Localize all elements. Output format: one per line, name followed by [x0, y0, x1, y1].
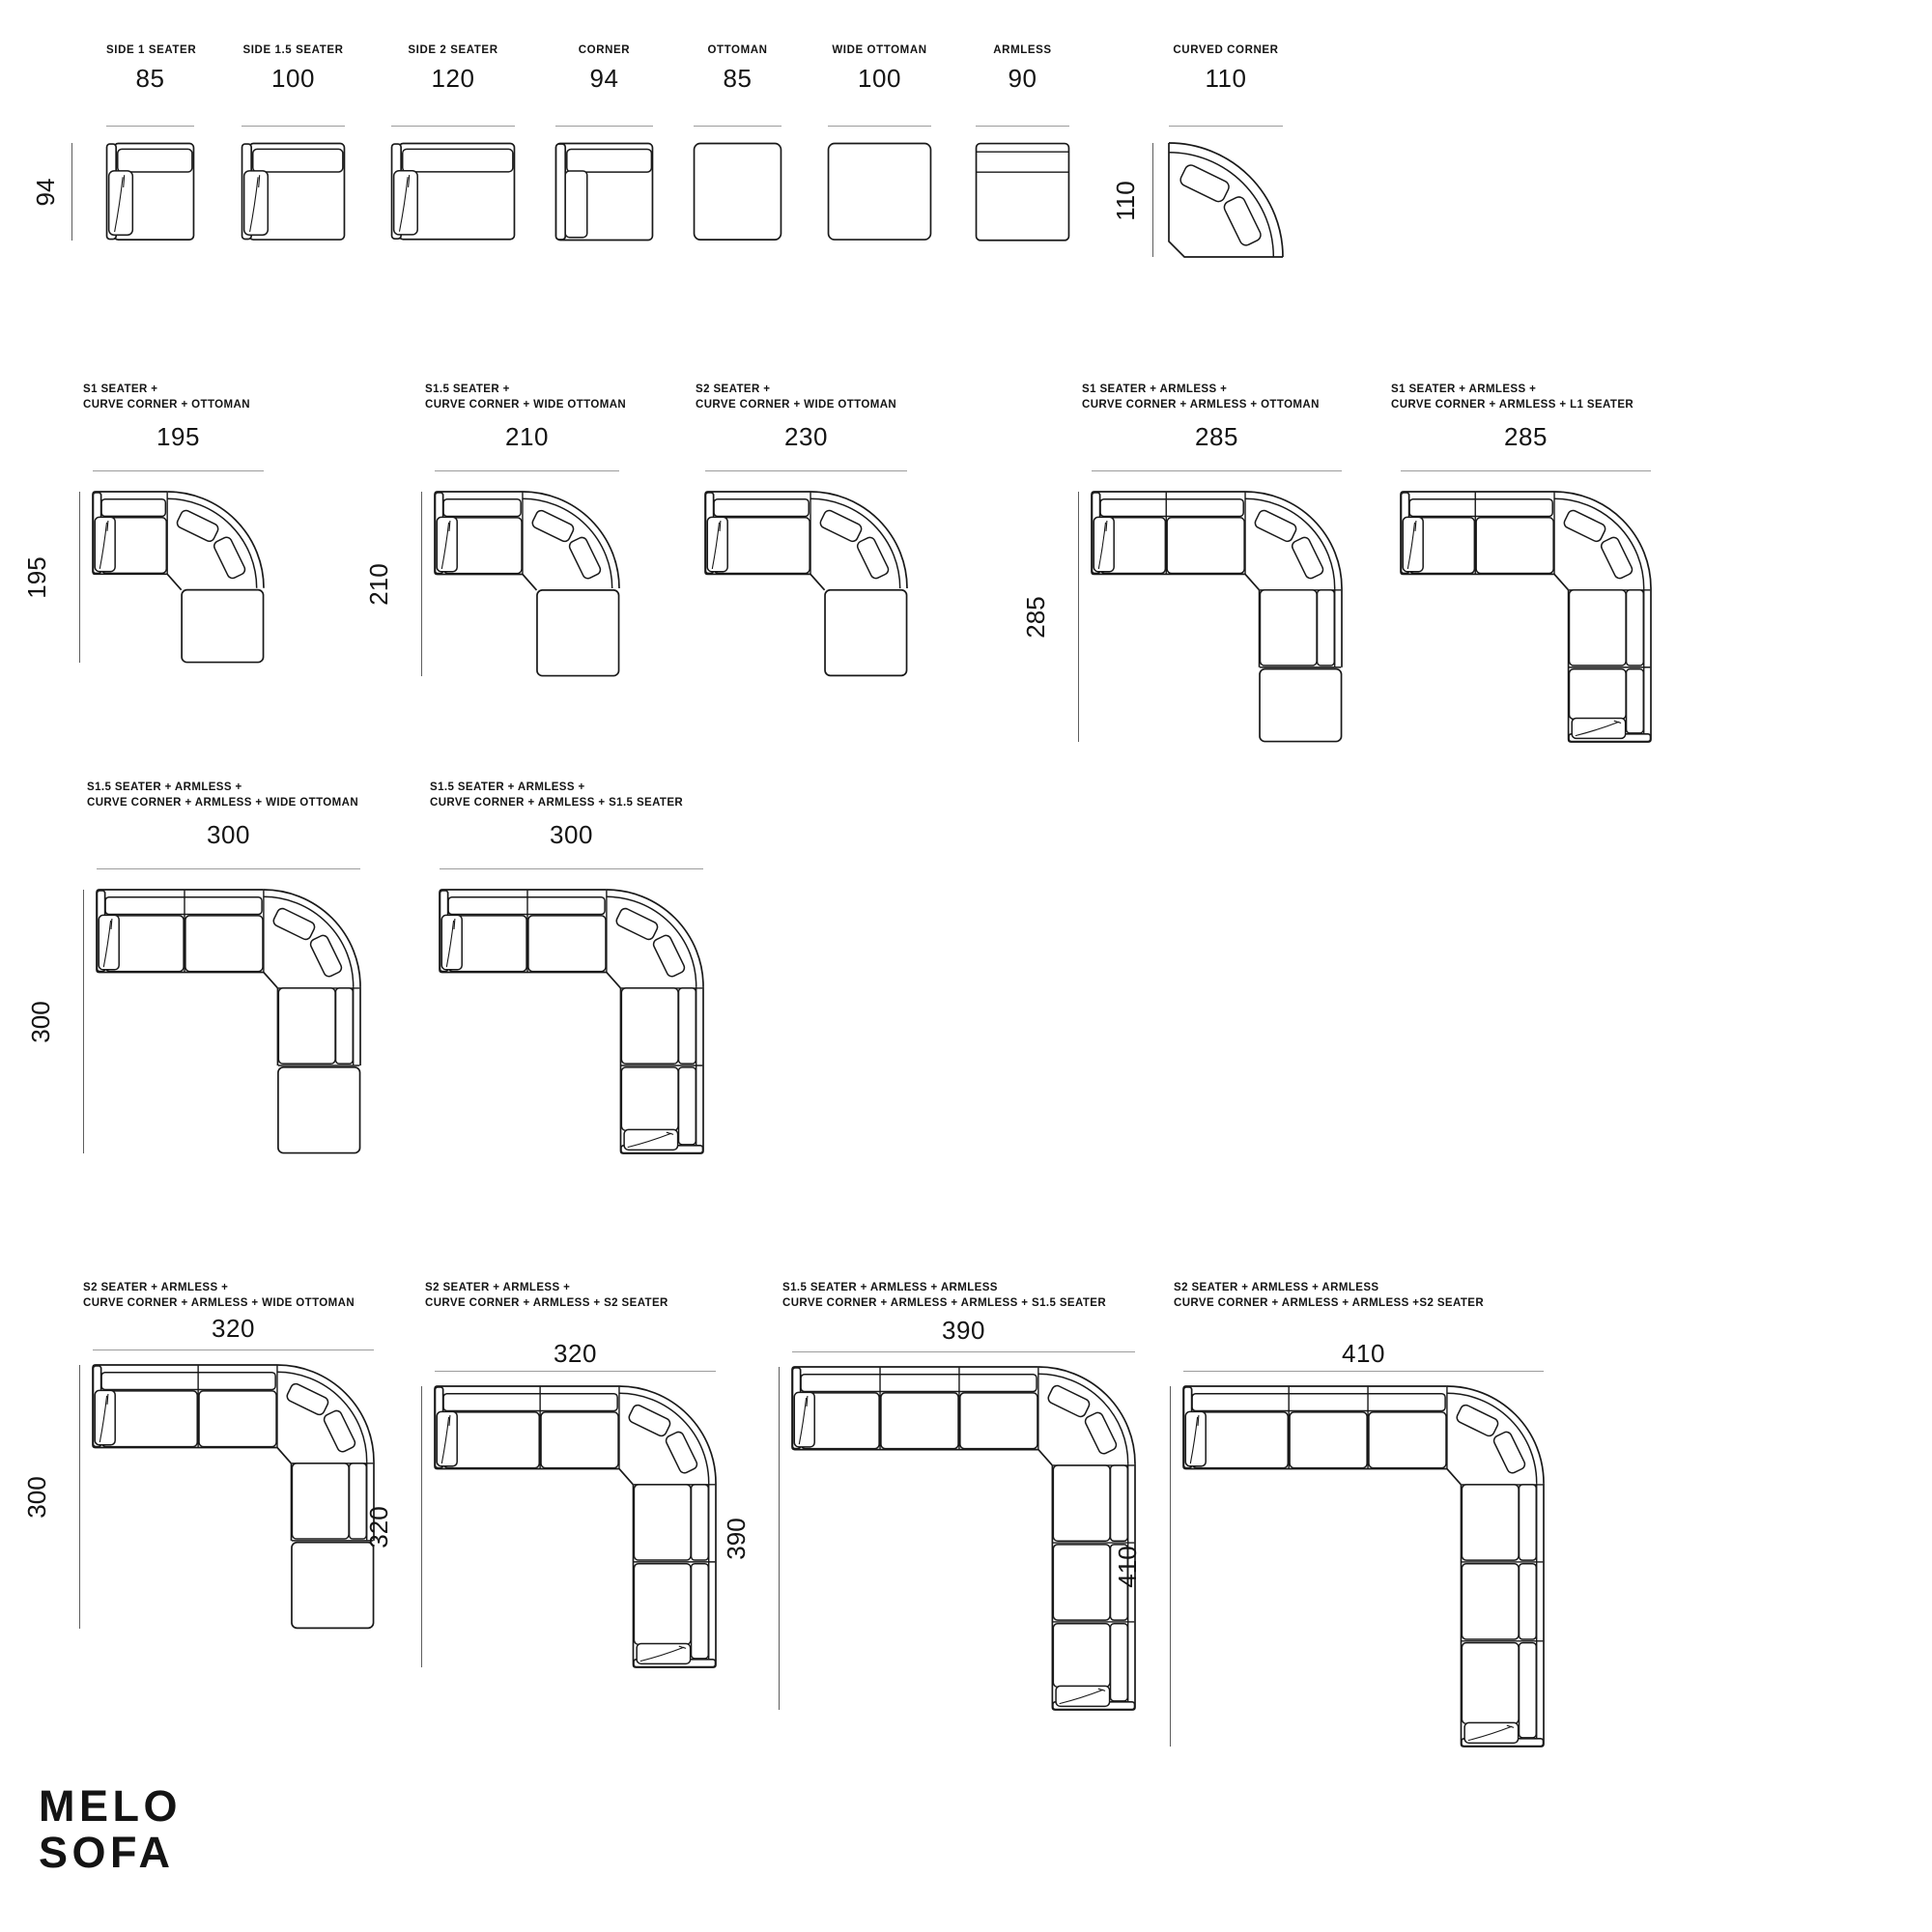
module-drawing	[391, 143, 515, 241]
config-drawing	[97, 890, 360, 1153]
config-height-dim-line	[1078, 492, 1079, 742]
config-height-dim-line	[421, 1386, 422, 1667]
config-height-value: 300	[26, 1001, 55, 1043]
config-title: S1 SEATER + ARMLESS + CURVE CORNER + ARMLESS + L1 SEATER	[1391, 384, 1634, 411]
dimension-line	[792, 1351, 1135, 1352]
dimension-line	[1401, 470, 1651, 471]
dimension-line	[242, 126, 345, 127]
row-depth-dim-line	[71, 143, 72, 241]
module-depth-dim-line	[1152, 143, 1153, 257]
config-drawing	[1183, 1386, 1544, 1747]
config-title: S2 SEATER + ARMLESS + CURVE CORNER + ARMLESS + WIDE OTTOMAN	[83, 1282, 355, 1309]
config-title: S1.5 SEATER + CURVE CORNER + WIDE OTTOMAN	[425, 384, 627, 411]
module-width-value: 85	[135, 64, 165, 93]
config-height-dim-line	[1170, 1386, 1171, 1747]
config-title: S2 SEATER + ARMLESS + CURVE CORNER + ARMLESS + S2 SEATER	[425, 1282, 668, 1309]
config-drawing	[440, 890, 703, 1153]
module-drawing	[242, 143, 345, 241]
config-title: S1 SEATER + ARMLESS + CURVE CORNER + ARMLESS + OTTOMAN	[1082, 384, 1320, 411]
config-height-value: 320	[364, 1506, 393, 1548]
config-height-dim-line	[79, 492, 80, 663]
row-depth-dim-value: 94	[31, 178, 60, 207]
config-title: S2 SEATER + ARMLESS + ARMLESS CURVE CORNER + ARMLESS + ARMLESS +S2 SEATER	[1174, 1282, 1485, 1309]
config-drawing	[93, 492, 264, 663]
config-drawing	[1092, 492, 1342, 742]
module-width-value: 90	[1008, 64, 1037, 93]
dimension-line	[106, 126, 194, 127]
module-label: WIDE OTTOMAN	[832, 44, 927, 56]
dimension-line	[976, 126, 1069, 127]
module-label: CURVED CORNER	[1173, 44, 1279, 56]
dimension-line	[828, 126, 931, 127]
dimension-line	[97, 868, 360, 869]
module-drawing	[106, 143, 194, 241]
config-drawing	[705, 492, 907, 676]
config-title: S1.5 SEATER + ARMLESS + ARMLESS CURVE CORNER + ARMLESS + ARMLESS + S1.5 SEATER	[782, 1282, 1107, 1309]
module-label: CORNER	[578, 44, 631, 56]
config-drawing	[792, 1367, 1135, 1710]
module-label: ARMLESS	[993, 44, 1052, 56]
dimension-line	[1183, 1371, 1544, 1372]
module-label: OTTOMAN	[707, 44, 768, 56]
config-height-value: 195	[22, 556, 51, 599]
dimension-line	[440, 868, 703, 869]
config-width-value: 285	[1504, 422, 1548, 451]
config-height-value: 285	[1021, 596, 1050, 639]
module-width-value: 94	[589, 64, 619, 93]
brand-line-1: MELO	[39, 1781, 182, 1831]
module-drawing	[828, 143, 931, 241]
config-drawing	[1401, 492, 1651, 742]
dimension-line	[435, 470, 619, 471]
config-drawing	[435, 492, 619, 676]
config-height-value: 210	[364, 563, 393, 606]
config-width-value: 230	[784, 422, 828, 451]
dimension-line	[1169, 126, 1283, 127]
brand-logo	[39, 1783, 182, 1876]
dimension-line	[93, 470, 264, 471]
config-width-value: 300	[207, 820, 250, 849]
dimension-line	[694, 126, 781, 127]
config-height-value: 300	[22, 1476, 51, 1519]
config-height-dim-line	[79, 1365, 80, 1629]
config-drawing	[435, 1386, 716, 1667]
config-title: S1.5 SEATER + ARMLESS + CURVE CORNER + ARMLESS + S1.5 SEATER	[430, 781, 684, 809]
module-drawing	[694, 143, 781, 241]
config-width-value: 410	[1342, 1339, 1385, 1368]
config-width-value: 300	[550, 820, 593, 849]
module-label: SIDE 1.5 SEATER	[242, 44, 344, 56]
module-width-value: 85	[723, 64, 753, 93]
dimension-line	[391, 126, 515, 127]
module-drawing	[555, 143, 653, 241]
config-drawing	[93, 1365, 374, 1629]
module-drawing	[976, 143, 1069, 241]
dimension-line	[1092, 470, 1342, 471]
module-label: SIDE 2 SEATER	[408, 44, 498, 56]
config-width-value: 390	[942, 1316, 985, 1345]
config-title: S2 SEATER + CURVE CORNER + WIDE OTTOMAN	[696, 384, 897, 411]
module-drawing	[1169, 143, 1283, 257]
module-width-value: 110	[1205, 64, 1247, 93]
config-width-value: 320	[554, 1339, 597, 1368]
dimension-line	[705, 470, 907, 471]
config-width-value: 285	[1195, 422, 1238, 451]
config-height-dim-line	[83, 890, 84, 1153]
module-width-value: 100	[271, 64, 315, 93]
config-title: S1.5 SEATER + ARMLESS + CURVE CORNER + ARMLESS + WIDE OTTOMAN	[87, 781, 359, 809]
module-label: SIDE 1 SEATER	[106, 44, 197, 56]
config-width-value: 320	[212, 1314, 255, 1343]
brand-line-2: SOFA	[39, 1828, 175, 1877]
config-title: S1 SEATER + CURVE CORNER + OTTOMAN	[83, 384, 250, 411]
config-height-value: 410	[1113, 1546, 1142, 1588]
module-depth-dim-value: 110	[1111, 181, 1140, 221]
config-width-value: 210	[505, 422, 549, 451]
dimension-line	[555, 126, 653, 127]
config-height-dim-line	[779, 1367, 780, 1710]
module-width-value: 100	[858, 64, 901, 93]
config-height-dim-line	[421, 492, 422, 676]
config-width-value: 195	[156, 422, 200, 451]
config-height-value: 390	[722, 1518, 751, 1560]
module-width-value: 120	[431, 64, 475, 93]
dimension-line	[435, 1371, 716, 1372]
